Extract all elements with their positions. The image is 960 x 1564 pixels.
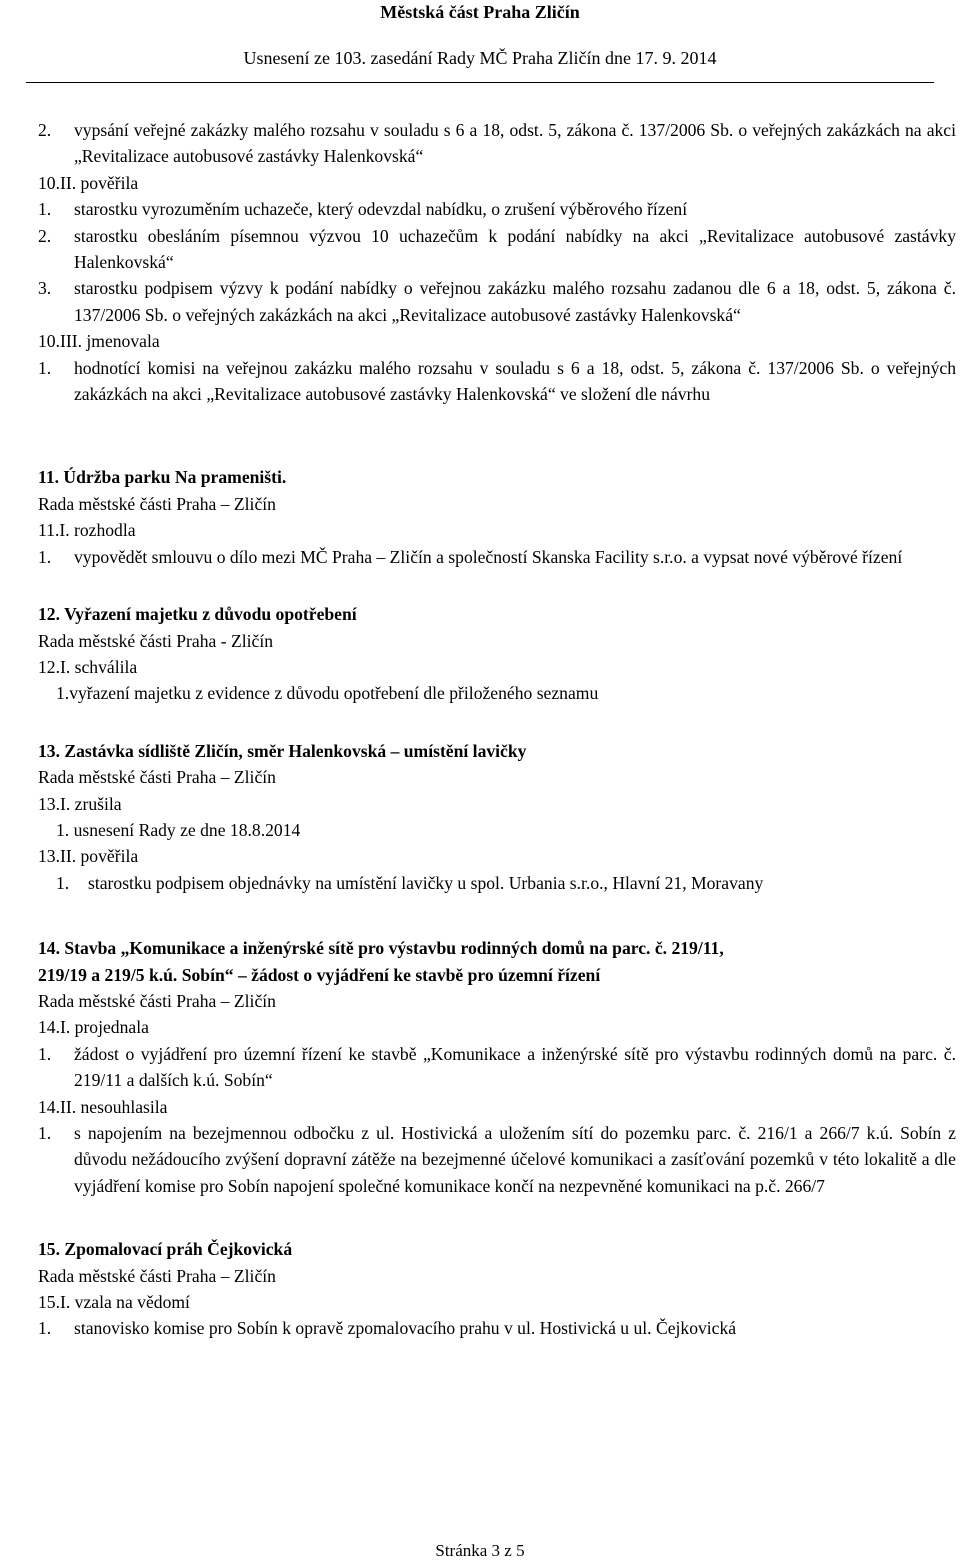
list-text: žádost o vyjádření pro územní řízení ke stavbě „Komunikace a inženýrské sítě pro výstavbu rodinných domů na parc. č. 219/11 a dalších k.ú. Sobín“	[74, 1043, 956, 1091]
resolution-heading: 10.II. pověřila	[38, 172, 139, 193]
list-text: starostku vyrozuměním uchazeče, který odevzdal nabídku, o zrušení výběrového řízení	[74, 199, 688, 220]
resolution-heading: 10.III. jmenovala	[38, 331, 160, 352]
resolution-heading: 11.I. rozhodla	[38, 520, 136, 541]
section-title: 13. Zastávka sídliště Zličín, směr Halenkovská – umístění lavičky	[38, 740, 527, 761]
section-body: Rada městské části Praha – Zličín	[38, 493, 276, 514]
list-text: s napojením na bezejmennou odbočku z ul. Hostivická a uložením sítí do pozemku parc. č. 216/1 a 266/7 k.ú. Sobín z důvodu nežádoucího zvýšení dopravní zátěže na bezejmenné účelové komunikaci a zasíťování pozemků v této lokalitě a dle vyjádření komise pro Sobín napojení společné komunikace končí na nezpevněné komunikaci na p.č. 266/7	[74, 1123, 956, 1196]
list-number: 1.	[38, 546, 52, 567]
section-title-continued: 219/19 a 219/5 k.ú. Sobín“ – žádost o vyjádření ke stavbě pro územní řízení	[38, 964, 601, 985]
list-number: 3.	[38, 278, 52, 299]
list-number: 1.	[38, 1123, 52, 1143]
list-item	[38, 275, 956, 328]
list-text: hodnotící komisi na veřejnou zakázku malého rozsahu v souladu s 6 a 18, odst. 5, zákona č. 137/2006 Sb. o veřejných zakázkách na akci „Revitalizace autobusové zastávky Halenkovská“ ve složení dle návrhu	[74, 357, 956, 405]
section-body: Rada městské části Praha – Zličín	[38, 1265, 276, 1286]
section-title: 12. Vyřazení majetku z důvodu opotřebení	[38, 604, 357, 625]
list-number: 1.	[38, 1043, 52, 1064]
list-number: 2.	[38, 120, 52, 140]
resolution-heading: 14.I. projednala	[38, 1017, 149, 1038]
list-item: 1.vyřazení majetku z evidence z důvodu opotřebení dle přiloženého seznamu	[56, 683, 599, 704]
list-text: vypsání veřejné zakázky malého rozsahu v souladu s 6 a 18, odst. 5, zákona č. 137/2006 Sb. o veřejných zakázkách na akci „Revitalizace autobusové zastávky Halenkovská“	[74, 120, 956, 167]
list-text: stanovisko komise pro Sobín k opravě zpomalovacího prahu v ul. Hostivická u ul. Čejkovická	[74, 1318, 737, 1339]
list-item	[38, 544, 956, 570]
list-number: 1.	[56, 872, 70, 893]
list-item	[38, 1041, 956, 1094]
list-text: vypovědět smlouvu o dílo mezi MČ Praha – Zličín a společností Skanska Facility s.r.o. a vypsat nové výběrové řízení	[74, 546, 903, 567]
list-number: 1.	[38, 199, 52, 220]
list-item	[38, 1120, 956, 1199]
list-item	[38, 355, 956, 408]
resolution-heading: 12.I. schválila	[38, 656, 138, 677]
header-divider	[26, 82, 934, 83]
section-title: 11. Údržba parku Na prameništi.	[38, 467, 287, 488]
resolution-heading: 13.II. pověřila	[38, 846, 139, 867]
resolution-heading: 13.I. zrušila	[38, 793, 122, 814]
section-body: Rada městské části Praha – Zličín	[38, 767, 276, 788]
list-text: starostku podpisem objednávky na umístění lavičky u spol. Urbania s.r.o., Hlavní 21, Moravany	[88, 872, 764, 893]
list-item	[38, 117, 956, 170]
document-body	[38, 117, 956, 1342]
section-title: 14. Stavba „Komunikace a inženýrské sítě pro výstavbu rodinných domů na parc. č. 219/11,	[38, 938, 724, 959]
header-subtitle: Usnesení ze 103. zasedání Rady MČ Praha Zličín dne 17. 9. 2014	[243, 48, 717, 68]
resolution-heading: 14.II. nesouhlasila	[38, 1096, 168, 1117]
list-item	[38, 223, 956, 276]
list-item	[38, 870, 956, 896]
section-body: Rada městské části Praha - Zličín	[38, 630, 273, 651]
list-item: 1. usnesení Rady ze dne 18.8.2014	[56, 819, 301, 840]
list-item	[38, 196, 956, 222]
page-footer: Stránka 3 z 5	[435, 1541, 525, 1560]
section-title: 15. Zpomalovací práh Čejkovická	[38, 1239, 293, 1260]
list-text: starostku podpisem výzvy k podání nabídky o veřejnou zakázku malého rozsahu zadanou dle 6 a 18, odst. 5, zákona č. 137/2006 Sb. o veřejných zakázkách na akci „Revitalizace autobusové zastávky Halenkovská“	[74, 278, 956, 325]
list-number: 1.	[38, 1318, 52, 1339]
list-item	[38, 1315, 956, 1341]
list-number: 2.	[38, 225, 52, 246]
section-body: Rada městské části Praha – Zličín	[38, 990, 276, 1011]
resolution-heading: 15.I. vzala na vědomí	[38, 1292, 190, 1313]
header-organization: Městská část Praha Zličín	[380, 2, 580, 22]
list-number: 1.	[38, 357, 52, 378]
list-text: starostku obesláním písemnou výzvou 10 uchazečům k podání nabídky na akci „Revitalizace autobusové zastávky Halenkovská“	[74, 225, 956, 273]
